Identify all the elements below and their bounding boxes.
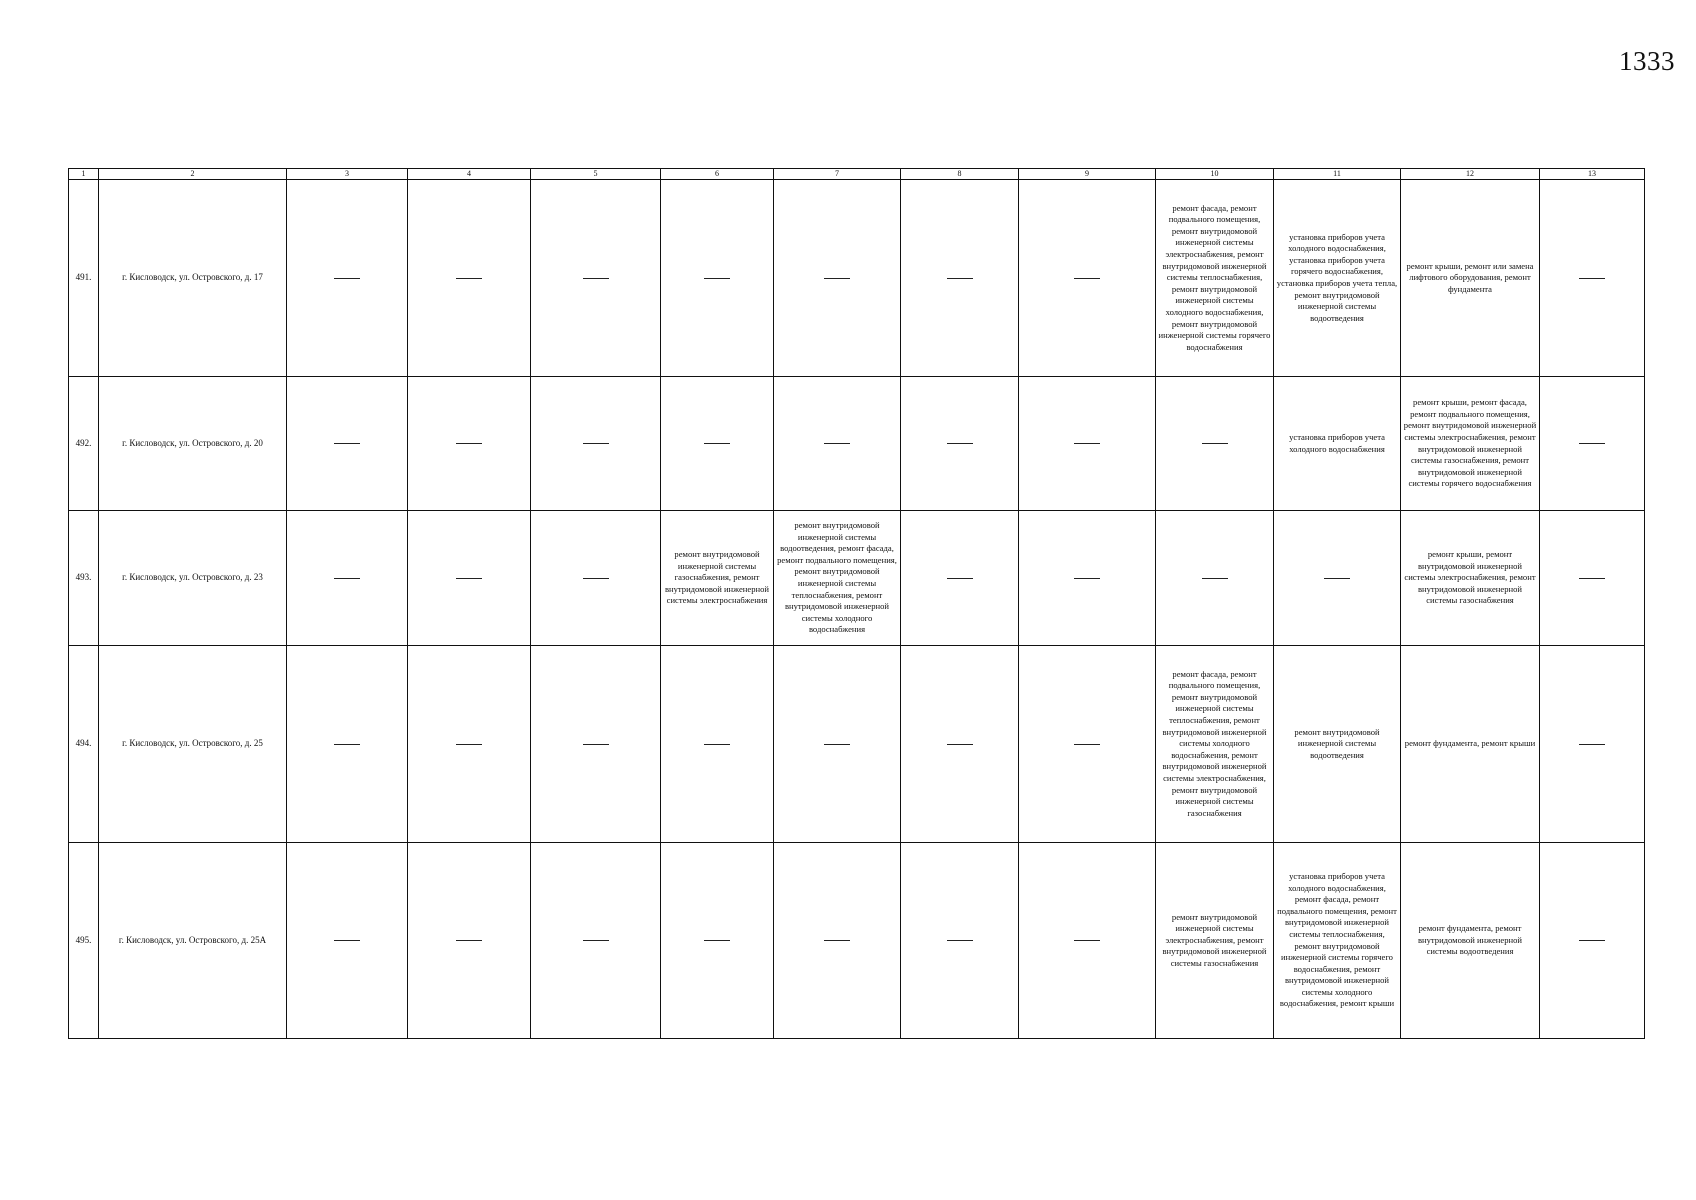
dash-mark: [1074, 578, 1100, 579]
dash-mark: [1579, 744, 1605, 745]
empty-cell: [1540, 843, 1645, 1039]
dash-mark: [334, 940, 360, 941]
column-number-9: 9: [1019, 169, 1156, 180]
empty-cell: [774, 646, 901, 843]
empty-cell: [661, 377, 774, 511]
empty-cell: [287, 377, 408, 511]
dash-mark: [1074, 940, 1100, 941]
empty-cell: [408, 511, 531, 646]
works-cell: [661, 511, 774, 646]
works-cell: [1401, 843, 1540, 1039]
works-cell: [1274, 843, 1401, 1039]
dash-mark: [1579, 443, 1605, 444]
works-cell: [1156, 843, 1274, 1039]
dash-mark: [1579, 578, 1605, 579]
dash-mark: [583, 443, 609, 444]
dash-mark: [334, 278, 360, 279]
works-cell: [774, 511, 901, 646]
column-number-row: [69, 169, 1645, 180]
table-row: [69, 180, 1645, 377]
works-cell: [1156, 646, 1274, 843]
empty-cell: [661, 180, 774, 377]
works-cell: [1401, 511, 1540, 646]
empty-cell: [531, 511, 661, 646]
empty-cell: [774, 180, 901, 377]
empty-cell: [1156, 377, 1274, 511]
empty-cell: [1019, 377, 1156, 511]
dash-mark: [583, 578, 609, 579]
empty-cell: [287, 180, 408, 377]
row-number: 493.: [69, 511, 99, 646]
dash-mark: [947, 443, 973, 444]
dash-mark: [947, 940, 973, 941]
empty-cell: [901, 377, 1019, 511]
works-text: ремонт внутридомовой инженерной системы водоотведения: [1294, 726, 1380, 760]
empty-cell: [1274, 511, 1401, 646]
empty-cell: [1156, 511, 1274, 646]
column-number-10: 10: [1156, 169, 1274, 180]
works-text: ремонт фундамента, ремонт внутридомовой инженерной системы водоотведения: [1417, 923, 1523, 957]
empty-cell: [531, 180, 661, 377]
works-text: установка приборов учета холодного водоснабжения: [1289, 431, 1385, 454]
empty-cell: [901, 646, 1019, 843]
column-number-7: 7: [774, 169, 901, 180]
works-text: ремонт внутридомовой инженерной системы газоснабжения, ремонт внутридомовой инженерной системы электроснабжения: [664, 549, 770, 606]
works-text: ремонт крыши, ремонт или замена лифтового оборудования, ремонт фундамента: [1406, 260, 1534, 294]
column-number-4: 4: [408, 169, 531, 180]
table-row: [69, 377, 1645, 511]
empty-cell: [531, 646, 661, 843]
empty-cell: [661, 646, 774, 843]
dash-mark: [824, 443, 850, 444]
works-cell: [1401, 377, 1540, 511]
empty-cell: [408, 377, 531, 511]
row-number: 492.: [69, 377, 99, 511]
dash-mark: [824, 278, 850, 279]
dash-mark: [456, 278, 482, 279]
works-table: [68, 168, 1645, 1039]
empty-cell: [1019, 646, 1156, 843]
empty-cell: [1540, 180, 1645, 377]
empty-cell: [408, 646, 531, 843]
empty-cell: [901, 843, 1019, 1039]
works-cell: [1274, 377, 1401, 511]
dash-mark: [947, 744, 973, 745]
column-number-8: 8: [901, 169, 1019, 180]
works-text: ремонт фасада, ремонт подвального помещения, ремонт внутридомовой инженерной системы теплоснабжения, ремонт внутридомовой инженерной системы холодного водоснабжения, ремонт внутридомовой инженерной системы электроснабжения, ремонт внутридомовой инженерной системы газоснабжения: [1162, 668, 1267, 818]
works-cell: [1274, 646, 1401, 843]
works-cell: [1401, 180, 1540, 377]
empty-cell: [1019, 843, 1156, 1039]
works-text: ремонт фасада, ремонт подвального помещения, ремонт внутридомовой инженерной системы электроснабжения, ремонт внутридомовой инженерной системы теплоснабжения, ремонт внутридомовой инженерной системы холодного водоснабжения, ремонт внутридомовой инженерной системы горячего водоснабжения: [1158, 202, 1271, 352]
dash-mark: [704, 443, 730, 444]
dash-mark: [456, 744, 482, 745]
column-number-5: 5: [531, 169, 661, 180]
empty-cell: [408, 843, 531, 1039]
dash-mark: [334, 744, 360, 745]
dash-mark: [947, 578, 973, 579]
empty-cell: [774, 377, 901, 511]
empty-cell: [901, 180, 1019, 377]
empty-cell: [1019, 180, 1156, 377]
dash-mark: [1074, 278, 1100, 279]
empty-cell: [287, 646, 408, 843]
works-text: ремонт крыши, ремонт фасада, ремонт подвального помещения, ремонт внутридомовой инженерной системы электроснабжения, ремонт внутридомовой инженерной системы газоснабжения, ремонт внутридомовой инженерной системы горячего водоснабжения: [1403, 397, 1537, 489]
row-number: 491.: [69, 180, 99, 377]
dash-mark: [1202, 578, 1228, 579]
works-text: ремонт внутридомовой инженерной системы водоотведения, ремонт фасада, ремонт подвального помещения, ремонт внутридомовой инженерной системы теплоснабжения, ремонт внутридомовой инженерной системы холодного водоснабжения: [777, 520, 897, 635]
dash-mark: [583, 744, 609, 745]
works-text: ремонт внутридомовой инженерной системы электроснабжения, ремонт внутридомовой инженерной системы газоснабжения: [1162, 911, 1267, 968]
table-row: [69, 511, 1645, 646]
empty-cell: [287, 511, 408, 646]
table-header: [69, 169, 1645, 180]
row-address: г. Кисловодск, ул. Островского, д. 20: [99, 377, 287, 511]
dash-mark: [1579, 278, 1605, 279]
empty-cell: [1540, 511, 1645, 646]
empty-cell: [1019, 511, 1156, 646]
table-row: [69, 843, 1645, 1039]
column-number-12: 12: [1401, 169, 1540, 180]
empty-cell: [901, 511, 1019, 646]
row-address: г. Кисловодск, ул. Островского, д. 17: [99, 180, 287, 377]
row-address: г. Кисловодск, ул. Островского, д. 25: [99, 646, 287, 843]
works-text: ремонт фундамента, ремонт крыши: [1404, 738, 1536, 749]
empty-cell: [774, 843, 901, 1039]
column-number-6: 6: [661, 169, 774, 180]
column-number-13: 13: [1540, 169, 1645, 180]
empty-cell: [408, 180, 531, 377]
dash-mark: [1324, 578, 1350, 579]
dash-mark: [334, 578, 360, 579]
empty-cell: [287, 843, 408, 1039]
empty-cell: [1540, 377, 1645, 511]
dash-mark: [334, 443, 360, 444]
row-address: г. Кисловодск, ул. Островского, д. 23: [99, 511, 287, 646]
dash-mark: [1074, 443, 1100, 444]
empty-cell: [1540, 646, 1645, 843]
dash-mark: [704, 940, 730, 941]
works-text: установка приборов учета холодного водоснабжения, ремонт фасада, ремонт подвального помещения, ремонт внутридомовой инженерной системы теплоснабжения, ремонт внутридомовой инженерной системы горячего водоснабжения, ремонт внутридомовой инженерной системы холодного водоснабжения, ремонт крыши: [1277, 870, 1397, 1009]
works-cell: [1274, 180, 1401, 377]
works-cell: [1156, 180, 1274, 377]
dash-mark: [704, 744, 730, 745]
empty-cell: [531, 377, 661, 511]
dash-mark: [824, 744, 850, 745]
dash-mark: [1202, 443, 1228, 444]
row-number: 495.: [69, 843, 99, 1039]
row-address: г. Кисловодск, ул. Островского, д. 25А: [99, 843, 287, 1039]
dash-mark: [456, 443, 482, 444]
dash-mark: [583, 278, 609, 279]
works-cell: [1401, 646, 1540, 843]
empty-cell: [661, 843, 774, 1039]
dash-mark: [456, 940, 482, 941]
dash-mark: [1579, 940, 1605, 941]
page-number: 1333: [1619, 46, 1675, 76]
column-number-2: 2: [99, 169, 287, 180]
dash-mark: [583, 940, 609, 941]
works-text: ремонт крыши, ремонт внутридомовой инженерной системы электроснабжения, ремонт внутридомовой инженерной системы газоснабжения: [1404, 549, 1536, 606]
row-number: 494.: [69, 646, 99, 843]
dash-mark: [824, 940, 850, 941]
column-number-3: 3: [287, 169, 408, 180]
works-text: установка приборов учета холодного водоснабжения, установка приборов учета горячего водоснабжения, установка приборов учета тепла, ремонт внутридомовой инженерной системы водоотведения: [1276, 231, 1398, 323]
table-row: [69, 646, 1645, 843]
empty-cell: [531, 843, 661, 1039]
column-number-11: 11: [1274, 169, 1401, 180]
dash-mark: [1074, 744, 1100, 745]
dash-mark: [704, 278, 730, 279]
dash-mark: [947, 278, 973, 279]
column-number-1: 1: [69, 169, 99, 180]
table-body: [69, 180, 1645, 1039]
dash-mark: [456, 578, 482, 579]
